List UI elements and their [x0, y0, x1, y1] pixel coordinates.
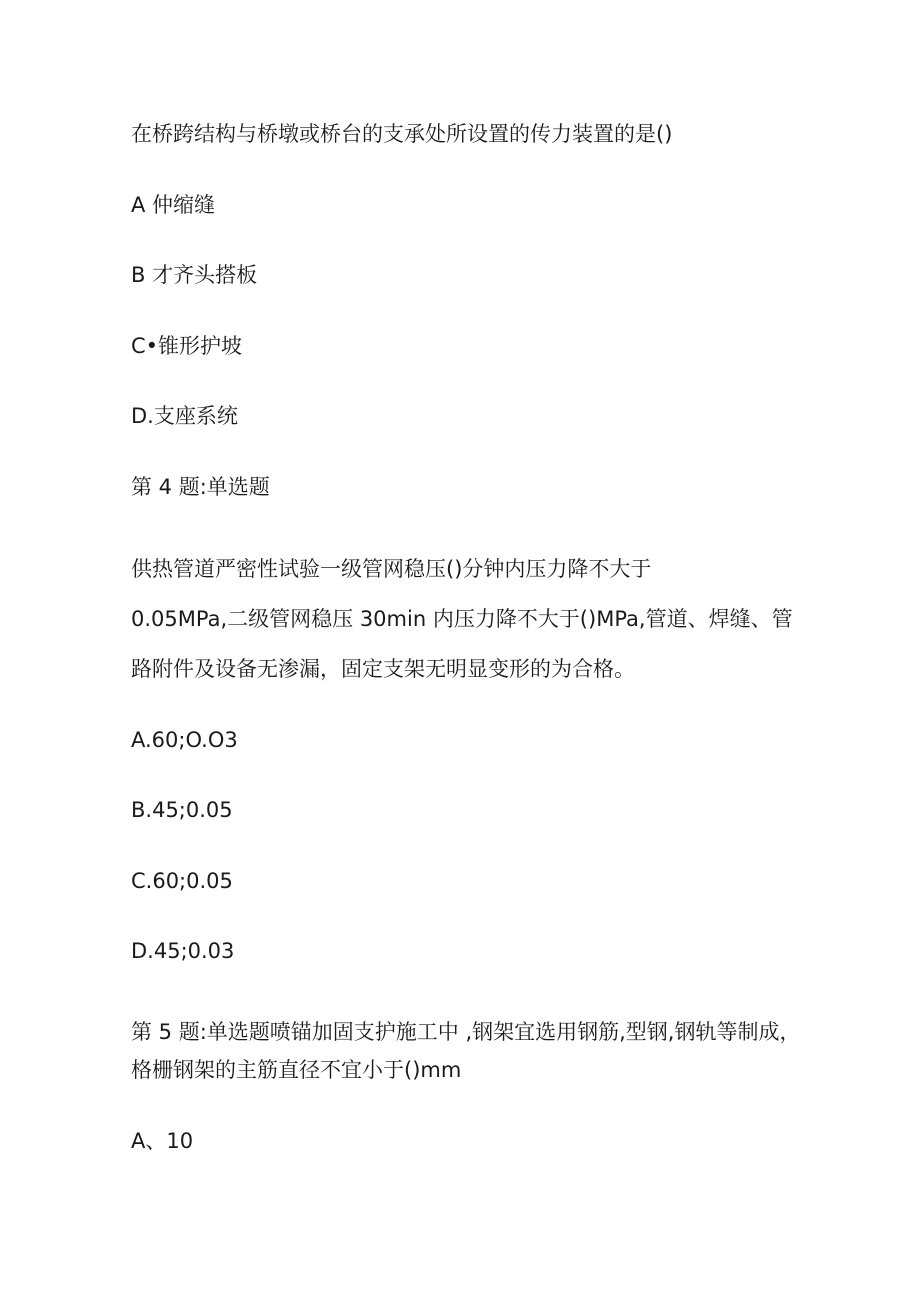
q4-option-c: C.60;0.05: [131, 869, 233, 893]
q4-option-d: D.45;0.03: [131, 939, 235, 963]
q3-option-c: C•锥形护坡: [131, 334, 243, 358]
q3-stem: 在桥跨结构与桥墩或桥台的支承处所设置的传力装置的是(): [131, 122, 673, 146]
q4-stem-line-3: 路附件及设备无渗漏，固定支架无明显变形的为合格。: [131, 657, 635, 681]
q4-heading: 第 4 题:单选题: [131, 475, 270, 499]
q5-stem-line-2: 格栅钢架的主筋直径不宜小于()mm: [131, 1058, 462, 1082]
q3-option-b: B 才齐头搭板: [131, 263, 258, 287]
q3-option-a: A 仲缩缝: [131, 193, 216, 217]
q4-option-a: A.60;O.O3: [131, 728, 238, 752]
q4-stem-line-1: 供热管道严密性试验一级管网稳压()分钟内压力降不大于: [131, 557, 652, 581]
q4-option-b: B.45;0.05: [131, 798, 233, 822]
q5-stem-line-1: 第 5 题:单选题喷锚加固支护施工中 ,钢架宜选用钢筋,型钢,钢轨等制成，: [131, 1020, 801, 1044]
q4-stem-line-2: 0.05MPa,二级管网稳压 30min 内压力降不大于()MPa,管道、焊缝、管: [131, 607, 793, 631]
q3-option-d: D.支座系统: [131, 404, 238, 428]
q5-option-a: A、10: [131, 1129, 194, 1153]
